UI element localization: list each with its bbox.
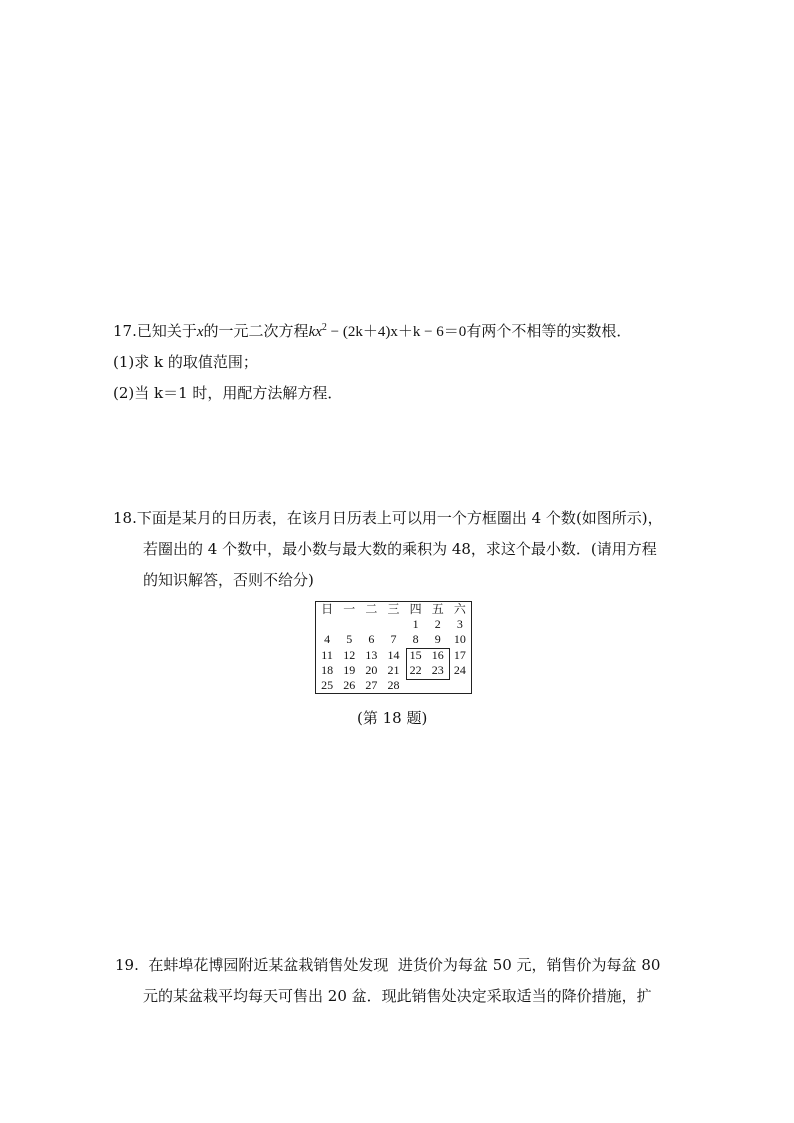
q17-var-x: x xyxy=(196,324,204,340)
q17-part2: (2)当 k＝1 时，用配方法解方程． xyxy=(113,384,343,402)
calendar-cell: 23 xyxy=(431,662,444,677)
calendar-header-cell: 六 xyxy=(453,602,466,617)
calendar-cell: 27 xyxy=(365,677,378,692)
calendar-row xyxy=(316,617,471,632)
calendar-cell: 3 xyxy=(456,617,463,632)
calendar-cell: 18 xyxy=(321,662,334,677)
calendar-cell: 16 xyxy=(431,647,444,662)
calendar-cell: 10 xyxy=(453,632,466,647)
calendar-row xyxy=(316,632,471,647)
calendar-cell: 26 xyxy=(343,677,356,692)
calendar-cell: 20 xyxy=(365,662,378,677)
calendar-cell: 7 xyxy=(390,632,397,647)
q17-part1: (1)求 k 的取值范围； xyxy=(113,353,258,371)
calendar-cell xyxy=(405,678,427,693)
calendar-cell: 15 xyxy=(409,647,422,662)
calendar-header-cell: 一 xyxy=(343,602,356,617)
calendar-cell: 11 xyxy=(321,647,333,662)
q17-stem-a: 已知关于 xyxy=(136,322,197,340)
calendar-cell: 4 xyxy=(324,632,331,647)
calendar-header-cell: 四 xyxy=(409,602,422,617)
calendar-cell xyxy=(449,678,471,693)
calendar-header-cell: 三 xyxy=(387,602,400,617)
q18-figure-caption: (第 18 题) xyxy=(357,709,428,727)
q18-line2: 若圈出的 4 个数中，最小数与最大数的乘积为 48，求这个最小数．(请用方程 xyxy=(143,540,657,558)
calendar-cell: 9 xyxy=(434,632,441,647)
calendar-cell: 8 xyxy=(412,632,419,647)
calendar-cell: 13 xyxy=(365,647,378,662)
q17-eq-power: 2 xyxy=(321,322,327,333)
calendar-cell: 1 xyxy=(412,617,419,632)
calendar-cell xyxy=(316,617,338,632)
calendar-cell xyxy=(360,617,382,632)
calendar-cell: 14 xyxy=(387,647,400,662)
q17-number: 17. xyxy=(113,322,137,340)
calendar-cell: 21 xyxy=(387,662,400,677)
q17-stem xyxy=(113,320,631,343)
q17-eq-kx: kx xyxy=(308,324,322,340)
calendar-cell: 22 xyxy=(409,662,422,677)
q17-eq-rest: − (2k＋4)x＋k − 6＝0 xyxy=(326,324,467,340)
calendar-cell: 2 xyxy=(434,617,441,632)
q18-line3: 的知识解答，否则不给分) xyxy=(143,571,314,589)
q17-stem-b: 的一元二次方程 xyxy=(203,322,309,340)
q19-line2: 元的某盆栽平均每天可售出 20 盆．现此销售处决定采取适当的降价措施，扩 xyxy=(143,987,652,1005)
q18-line1: 18.下面是某月的日历表，在该月日历表上可以用一个方框圈出 4 个数(如图所示)， xyxy=(113,509,663,527)
calendar-row xyxy=(316,678,471,693)
calendar-cell: 12 xyxy=(343,647,356,662)
calendar-header-cell: 日 xyxy=(321,602,334,617)
calendar-cell: 5 xyxy=(346,632,353,647)
calendar-header-row xyxy=(316,602,471,617)
calendar-cell: 24 xyxy=(453,662,466,677)
calendar-cell: 25 xyxy=(321,677,334,692)
calendar-cell: 28 xyxy=(387,677,400,692)
q19-line1: 19. 在蚌埠花博园附近某盆栽销售处发现 进货价为每盆 50 元，销售价为每盆 80 xyxy=(115,956,661,974)
calendar-cell: 17 xyxy=(453,647,466,662)
calendar-cell xyxy=(338,617,360,632)
calendar-cell: 19 xyxy=(343,662,356,677)
calendar-header-cell: 五 xyxy=(431,602,444,617)
q17-stem-c: 有两个不相等的实数根． xyxy=(466,322,632,340)
calendar-cell xyxy=(427,678,449,693)
calendar-cell: 6 xyxy=(368,632,375,647)
calendar-header-cell: 二 xyxy=(365,602,378,617)
calendar-selection-box xyxy=(406,648,450,680)
calendar-cell xyxy=(382,617,404,632)
